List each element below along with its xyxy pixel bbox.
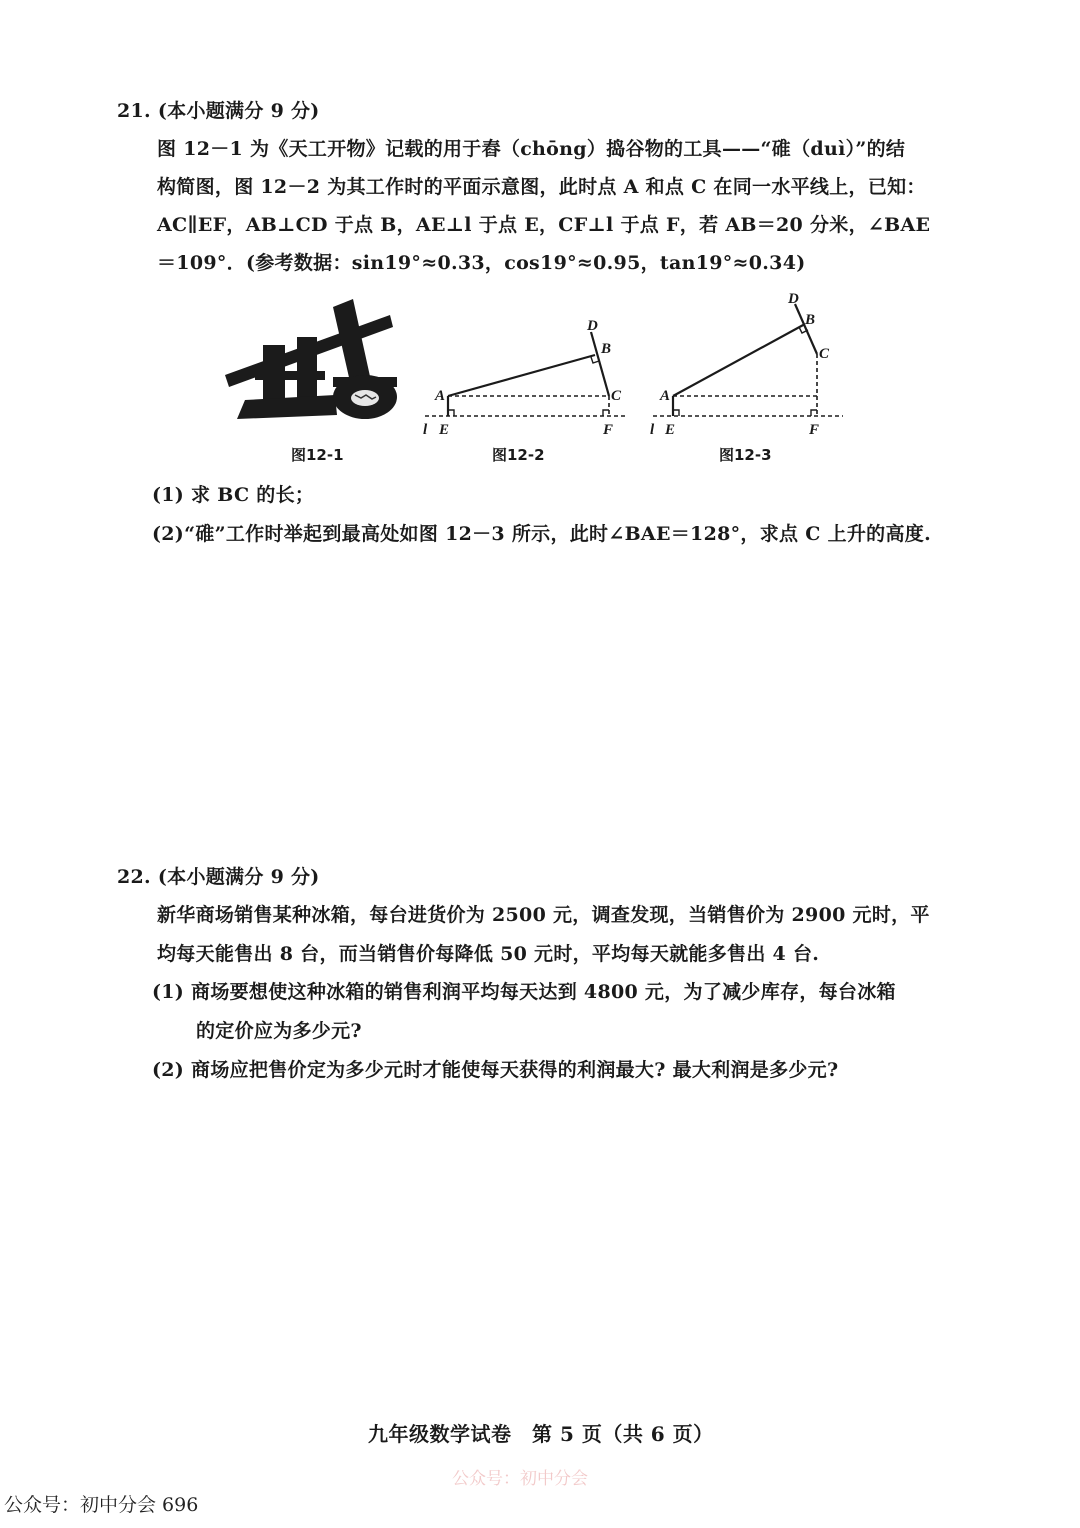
q22-text-line-1: 新华商场销售某种冰箱，每台进货价为 2500 元，调查发现，当销售价为 2900 元时，平 [157,904,930,926]
label-c: C [819,346,830,362]
label-d: D [587,318,598,334]
q21-text-line-3: AC∥EF，AB⊥CD 于点 B，AE⊥l 于点 E，CF⊥l 于点 F，若 AB＝20 分米，∠BAE [157,214,931,236]
figure-12-3-caption: 图12-3 [719,446,772,464]
q21-text-line-1: 图 12－1 为《天工开物》记载的用于舂（chōng）捣谷物的工具——“碓（duì）”的结 [157,138,906,160]
label-l: l [650,422,655,438]
figure-12-3-diagram [645,288,850,440]
figure-12-2-caption: 图12-2 [492,446,545,464]
q22-header: 22. (本小题满分 9 分) [117,866,320,888]
figure-12-1-caption: 图12-1 [291,446,344,464]
q21-text-line-4: ＝109°．(参考数据：sin19°≈0.33，cos19°≈0.95，tan19°≈0.34) [157,252,806,274]
figure-12-1-tool-illustration [225,295,400,425]
label-b: B [805,312,816,328]
figure-12-2-diagram [415,310,630,440]
label-e: E [665,422,676,438]
watermark-left: 公众号：初中分会 696 [4,1494,199,1516]
label-f: F [603,422,614,438]
label-a: A [435,388,446,404]
label-c: C [611,388,622,404]
q21-text-line-2: 构简图，图 12－2 为其工作时的平面示意图，此时点 A 和点 C 在同一水平线上，已知： [157,176,926,198]
label-f: F [809,422,820,438]
label-l: l [423,422,428,438]
watermark-center: 公众号：初中分会 [452,1469,588,1489]
q21-header: 21. (本小题满分 9 分) [117,100,320,122]
label-b: B [601,341,612,357]
page-footer: 九年级数学试卷 第 5 页（共 6 页） [368,1422,714,1446]
q22-part-1-line-2: 的定价应为多少元? [196,1020,362,1042]
q21-part-2: (2)“碓”工作时举起到最高处如图 12－3 所示，此时∠BAE＝128°，求点 C 上升的高度. [152,523,931,545]
q22-part-2: (2) 商场应把售价定为多少元时才能使每天获得的利润最大? 最大利润是多少元? [152,1059,839,1081]
q22-part-1-line-1: (1) 商场要想使这种冰箱的销售利润平均每天达到 4800 元，为了减少库存，每台冰箱 [152,981,896,1003]
q21-part-1: (1) 求 BC 的长； [152,484,315,506]
label-e: E [439,422,450,438]
label-a: A [660,388,671,404]
label-d: D [788,291,799,307]
q22-text-line-2: 均每天能售出 8 台，而当销售价每降低 50 元时，平均每天就能多售出 4 台. [157,943,820,965]
